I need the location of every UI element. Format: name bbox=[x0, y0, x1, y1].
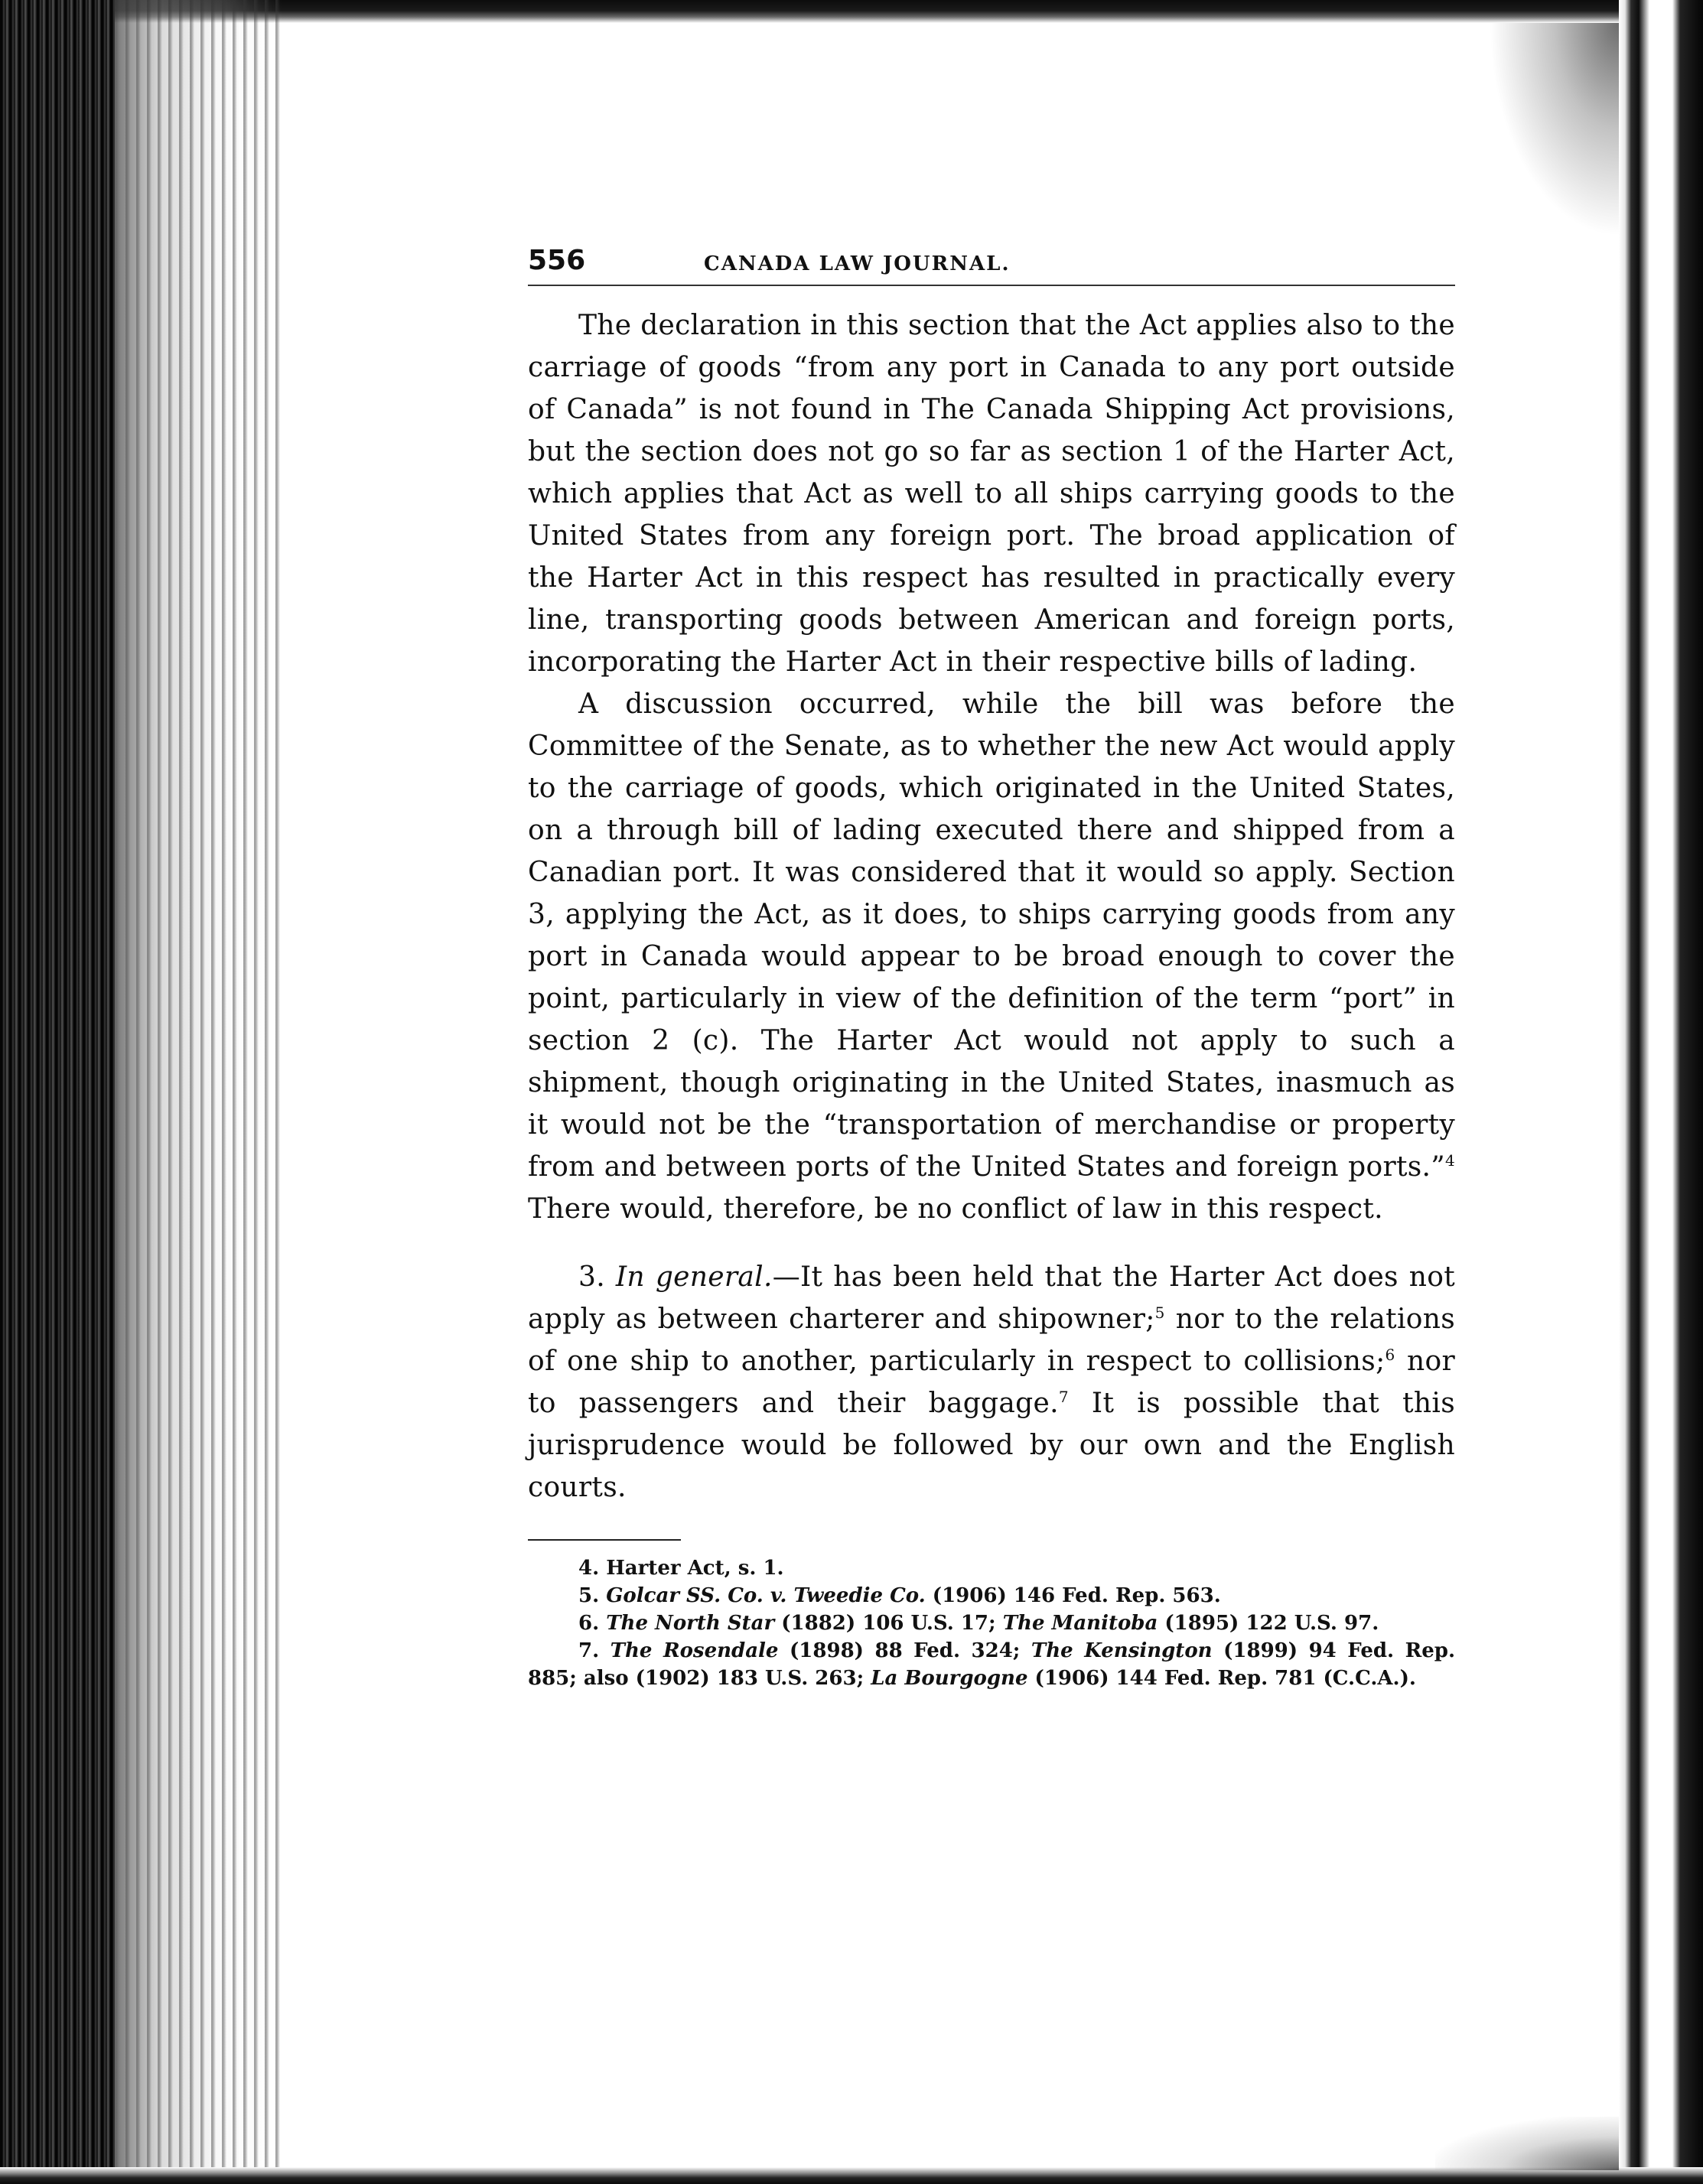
paragraph-1: The declaration in this section that the Act applies also to the carriage of goods “from any port in Canada to any port outside of Canada” is not found in The Canada Shipping Act provisions, but the section does not go so far as section 1 of the Harter Act, which applies that Act as well to all ships carrying goods to the United States from any foreign port. The broad application of the Harter Act in this respect has resulted in practically every line, transporting goods between American and foreign ports, incorporating the Harter Act in their respective bills of lading. bbox=[528, 310, 1455, 678]
footnote-7-citation-2: (1899) 94 Fed. Rep. 885; also (1902) 183 U.S. 263; bbox=[528, 1639, 1455, 1690]
scan-edge-right bbox=[1619, 0, 1703, 2184]
paragraph-2 bbox=[528, 683, 1455, 1230]
scan-corner-shadow-bottom bbox=[1435, 2117, 1619, 2170]
footnote-5 bbox=[528, 1582, 1455, 1610]
paragraph-3-text-b: nor to the relations of one ship to another, particularly in respect to collisions; bbox=[528, 1304, 1456, 1377]
footnote-7-case-2: The Kensington bbox=[1031, 1639, 1213, 1662]
footnote-6-number: 6. bbox=[578, 1612, 607, 1635]
footnote-6-citation-2: (1895) 122 U.S. 97. bbox=[1158, 1612, 1379, 1635]
scan-corner-shadow-top bbox=[1489, 23, 1619, 237]
paragraph-2-end: There would, therefore, be no conflict of law in this respect. bbox=[528, 1193, 1383, 1225]
paragraph-3 bbox=[528, 1256, 1455, 1509]
footnote-ref-4: 4 bbox=[1444, 1151, 1455, 1170]
section-heading: In general. bbox=[615, 1261, 773, 1293]
footnote-7-citation-1: (1898) 88 Fed. 324; bbox=[778, 1639, 1031, 1662]
footnote-rule bbox=[528, 1539, 681, 1541]
running-head bbox=[528, 245, 1455, 286]
footnote-7-case-3: La Bourgogne bbox=[871, 1667, 1028, 1690]
section-gap bbox=[528, 1230, 1455, 1256]
footnote-5-number: 5. bbox=[578, 1584, 607, 1607]
footnote-5-case: Golcar SS. Co. v. Tweedie Co. bbox=[606, 1584, 926, 1607]
footnote-5-citation: (1906) 146 Fed. Rep. 563. bbox=[925, 1584, 1221, 1607]
paragraph-2-text: A discussion occurred, while the bill was before the Committee of the Senate, as to whether the new Act would apply to the carriage of goods, which originated in the United States, on a through bill of lading executed there and shipped from a Canadian port. It was considered that it would so apply. Section 3, applying the Act, as it does, to ships carrying goods from any port in Canada would appear to be broad enough to cover the point, particularly in view of the definition of the term “port” in section 2 (c). The Harter Act would not apply to such a shipment, though originating in the United States, inasmuch as it would not be the “transportation of merchandise or property from and between ports of the United States and foreign ports.” bbox=[528, 688, 1455, 1183]
footnote-7-case-1: The Rosendale bbox=[610, 1639, 779, 1662]
paragraph-3-text-a: —It has been held that the Harter Act does not apply as between charterer and shipowner; bbox=[528, 1261, 1455, 1335]
scan-edge-left bbox=[0, 0, 115, 2184]
footnote-ref-6: 6 bbox=[1385, 1346, 1395, 1364]
footnote-6-case-1: The North Star bbox=[606, 1612, 775, 1635]
page-number: 556 bbox=[528, 245, 586, 276]
section-number: 3. bbox=[578, 1261, 616, 1293]
footnote-7 bbox=[528, 1637, 1455, 1692]
scan-edge-left-shadow bbox=[115, 0, 283, 2184]
page-content bbox=[528, 245, 1455, 1692]
footnote-6-citation-1: (1882) 106 U.S. 17; bbox=[774, 1612, 1003, 1635]
footnote-7-citation-3: (1906) 144 Fed. Rep. 781 (C.C.A.). bbox=[1027, 1667, 1416, 1690]
footnote-ref-5: 5 bbox=[1154, 1304, 1165, 1322]
footnote-4: 4. Harter Act, s. 1. bbox=[578, 1557, 784, 1580]
journal-title: CANADA LAW JOURNAL. bbox=[704, 252, 1011, 275]
footnote-6-case-2: The Manitoba bbox=[1002, 1612, 1158, 1635]
footnote-6 bbox=[528, 1610, 1455, 1637]
paragraph-3-text-c: nor to passengers and their baggage. bbox=[528, 1346, 1455, 1419]
paragraph-3-text-d: It is possible that this jurisprudence would be followed by our own and the English courts. bbox=[528, 1388, 1455, 1503]
footnote-7-number: 7. bbox=[578, 1639, 611, 1662]
footnote-ref-7: 7 bbox=[1058, 1388, 1069, 1406]
